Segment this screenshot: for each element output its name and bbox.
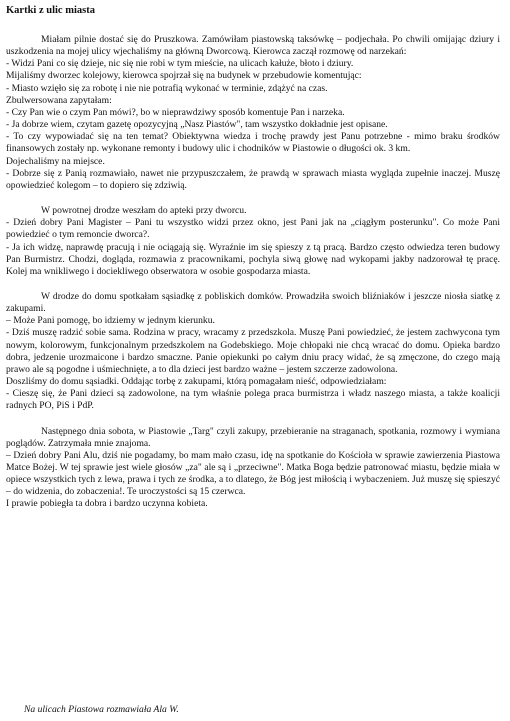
paragraph: Doszliśmy do domu sąsiadki. Oddając torbę z zakupami, którą pomagałam nieść, odpowiedziałam:	[6, 376, 387, 388]
paragraph: - Ja ich widzę, naprawdę pracują i nie ociągają się. Wyraźnie im się spieszy z tą pracą. Bardzo często odwiedza teren budowy Pan Burmistrz. Chodzi, dogląda, rozmawia z pracownikami, pochyla siwą głowę nad wykopami jakby nadzorował tę pracę. Kolej ma wnikliwego i dociekliwego obserwatora w osobie gospodarza miasta.	[6, 241, 500, 277]
paragraph: Zbulwersowana zapytałam:	[6, 94, 112, 106]
paragraph: - Widzi Pani co się dzieje, nic się nie robi w tym mieście, na ulicach kałuże, błoto i dziury.	[6, 58, 354, 70]
paragraph: - Dziś muszę radzić sobie sama. Rodzina w pracy, wracamy z przedszkola. Muszę Pani powiedzieć, że jestem zachwycona tym nowym, kolorowym, funkcjonalnym przedszkolem na Godebskiego. Moje chłopaki nie chcą wracać do domu. Opieka bardzo dobra, jedzenie urozmaicone i bardzo smaczne. Panie opiekunki po całym dniu pracy widać, że są zmęczone, do czego mają prawo ale są pogodne i uśmiechnięte, a to dla dzieci jest bardzo ważne – jestem szczerze zadowolona.	[6, 327, 500, 375]
section-gap	[6, 192, 500, 205]
paragraph: - Dobrze się z Panią rozmawiało, nawet nie przypuszczałem, że prawdą w sprawach miasta wygląda zupełnie inaczej. Muszę opowiedzieć kolegom – to dopiero się zdziwią.	[6, 167, 500, 191]
paragraph: - Czy Pan wie o czym Pan mówi?, bo w nieprawdziwy sposób komentuje Pan i narzeka.	[6, 106, 345, 118]
paragraph: - Ja dobrze wiem, czytam gazetę opozycyjną „Nasz Piastów", tam wszystko dokładnie jest opisane.	[6, 119, 388, 131]
paragraph: Mijaliśmy dworzec kolejowy, kierowca spojrzał się na budynek w przebudowie komentując:	[6, 70, 362, 82]
paragraph: – Dzień dobry Pani Alu, dziś nie pogadamy, bo mam mało czasu, idę na spotkanie do Kościoła w sprawie zawierzenia Piastowa Matce Bożej. W tej sprawie jest wiele głosów „za" ale są i „przeciwne". Matka Boga będzie patronować miastu, będzie miała w opiece wszystkich tych z lewa, prawa i tych ze środka, a to dlatego, że Bóg jest miłością i wybaczeniem. Już muszę się spieszyć – do widzenia, do zobaczenia!. Te uroczystości są 15 czerwca.	[6, 449, 500, 498]
section-gap	[6, 278, 500, 291]
paragraph: - To czy wypowiadać się na ten temat? Obiektywna wiedza i trochę prawdy jest Panu potrzebne - mimo braku środków finansowych zostały np. wykonane remonty i budowy ulic i chodników w Piastowie o długości ok. 3 km.	[6, 131, 500, 155]
section-gap	[6, 413, 500, 426]
author-signature: Na ulicach Piastowa rozmawiała Ala W.	[24, 704, 179, 715]
article-title: Kartki z ulic miasta	[6, 5, 95, 16]
paragraph: - Miasto wzięło się za robotę i nie nie potrafią wykonać w terminie, zdążyć na czas.	[6, 82, 328, 94]
paragraph: W powrotnej drodze weszłam do apteki przy dworcu.	[41, 205, 247, 217]
paragraph: - Dzień dobry Pani Magister – Pani tu wszystko widzi przez okno, jest Pani jak na „ciągłym posterunku". Co może Pani powiedzieć o tym remoncie dworca?.	[6, 217, 500, 241]
paragraph: Następnego dnia sobota, w Piastowie „Targ" czyli zakupy, przebieranie na straganach, spotkania, rozmowy i wymiana poglądów. Zatrzymała mnie znajoma.	[6, 425, 500, 449]
paragraph: W drodze do domu spotkałam sąsiadkę z pobliskich domków. Prowadziła swoich bliźniaków i jeszcze niosła siatkę z zakupami.	[6, 290, 500, 315]
paragraph: Miałam pilnie dostać się do Pruszkowa. Zamówiłam piastowską taksówkę – podjechała. Po chwili omijając dziury i uszkodzenia na mojej ulicy wjechaliśmy na główną Dworcową. Kierowca zaczął rozmowę od narzekań:	[6, 34, 500, 58]
paragraph: – Może Pani pomogę, bo idziemy w jednym kierunku.	[6, 315, 215, 327]
paragraph: - Cieszę się, że Pani dzieci są zadowolone, na tym właśnie polega praca burmistrza i władz naszego miasta, a także koalicji radnych PO, PiS i PdP.	[6, 388, 500, 412]
paragraph: Dojechaliśmy na miejsce.	[6, 155, 105, 167]
paragraph: I prawie pobiegła ta dobra i bardzo uczynna kobieta.	[6, 498, 208, 510]
